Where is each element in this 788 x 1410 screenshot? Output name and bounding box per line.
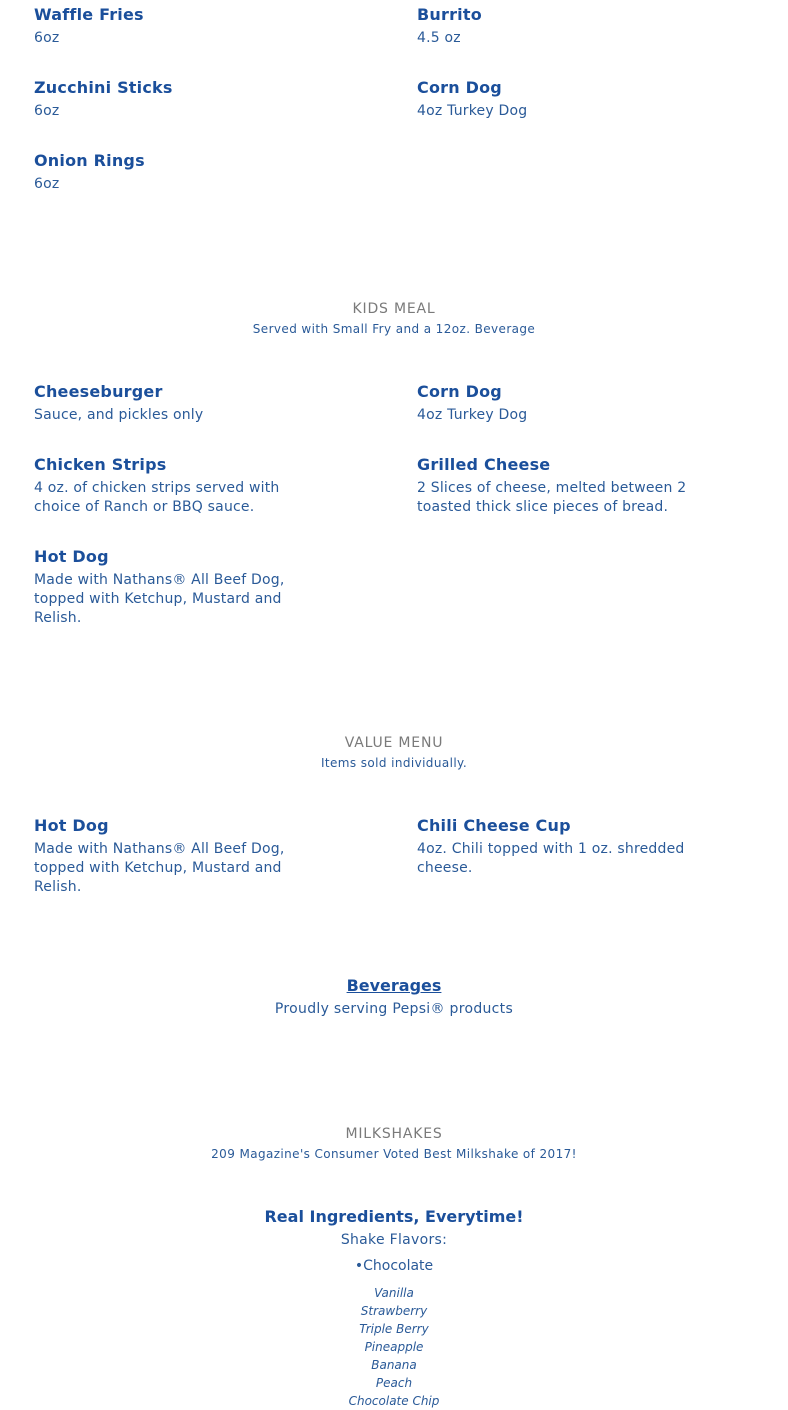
flavor-item: Pineapple — [364, 1340, 424, 1354]
milkshakes-headline: Real Ingredients, Everytime! — [264, 1207, 524, 1226]
flavor-chocolate: •Chocolate — [354, 1258, 434, 1274]
item-name: Chicken Strips — [34, 455, 167, 474]
item-name: Corn Dog — [417, 382, 502, 401]
item-desc: 2 Slices of cheese, melted between 2 toasted thick slice pieces of bread. — [417, 480, 687, 515]
kids-meal-subtitle: Served with Small Fry and a 12oz. Beverage — [252, 322, 536, 336]
item-desc: Sauce, and pickles only — [34, 407, 204, 423]
beverages-subtitle: Proudly serving Pepsi® products — [274, 1001, 514, 1017]
item-desc: 4 oz. of chicken strips served with choice of Ranch or BBQ sauce. — [34, 480, 280, 515]
flavors-label: Shake Flavors: — [340, 1232, 448, 1248]
item-name: Hot Dog — [34, 816, 109, 835]
item-desc: 4.5 oz — [417, 30, 461, 46]
flavor-item: Banana — [371, 1358, 417, 1372]
item-name: Waffle Fries — [34, 5, 144, 24]
item-desc: 6oz — [34, 103, 60, 119]
flavor-item: Vanilla — [374, 1286, 414, 1300]
item-name: Corn Dog — [417, 78, 502, 97]
milkshakes-subtitle: 209 Magazine's Consumer Voted Best Milkshake of 2017! — [211, 1147, 577, 1161]
kids-meal-title: KIDS MEAL — [352, 301, 436, 317]
item-name: Grilled Cheese — [417, 455, 551, 474]
flavor-item: Peach — [375, 1376, 413, 1390]
item-name: Chili Cheese Cup — [417, 816, 571, 835]
item-desc: 6oz — [34, 30, 60, 46]
value-menu-subtitle: Items sold individually. — [320, 756, 468, 770]
item-name: Hot Dog — [34, 547, 109, 566]
value-menu-title: VALUE MENU — [344, 735, 444, 751]
beverages-title-link[interactable]: Beverages — [346, 976, 442, 995]
flavor-item: Strawberry — [360, 1304, 428, 1318]
flavor-item: Triple Berry — [359, 1322, 429, 1336]
item-name: Zucchini Sticks — [34, 78, 173, 97]
item-desc: Made with Nathans® All Beef Dog, topped with Ketchup, Mustard and Relish. — [34, 841, 285, 895]
milkshakes-title: MILKSHAKES — [345, 1126, 443, 1142]
item-desc: 4oz Turkey Dog — [417, 407, 528, 423]
flavor-item: Chocolate Chip — [348, 1394, 440, 1408]
item-desc: 4oz. Chili topped with 1 oz. shredded cheese. — [417, 841, 685, 876]
item-name: Cheeseburger — [34, 382, 163, 401]
item-name: Onion Rings — [34, 151, 145, 170]
item-desc: Made with Nathans® All Beef Dog, topped with Ketchup, Mustard and Relish. — [34, 572, 285, 626]
item-desc: 6oz — [34, 176, 60, 192]
item-desc: 4oz Turkey Dog — [417, 103, 528, 119]
item-name: Burrito — [417, 5, 482, 24]
